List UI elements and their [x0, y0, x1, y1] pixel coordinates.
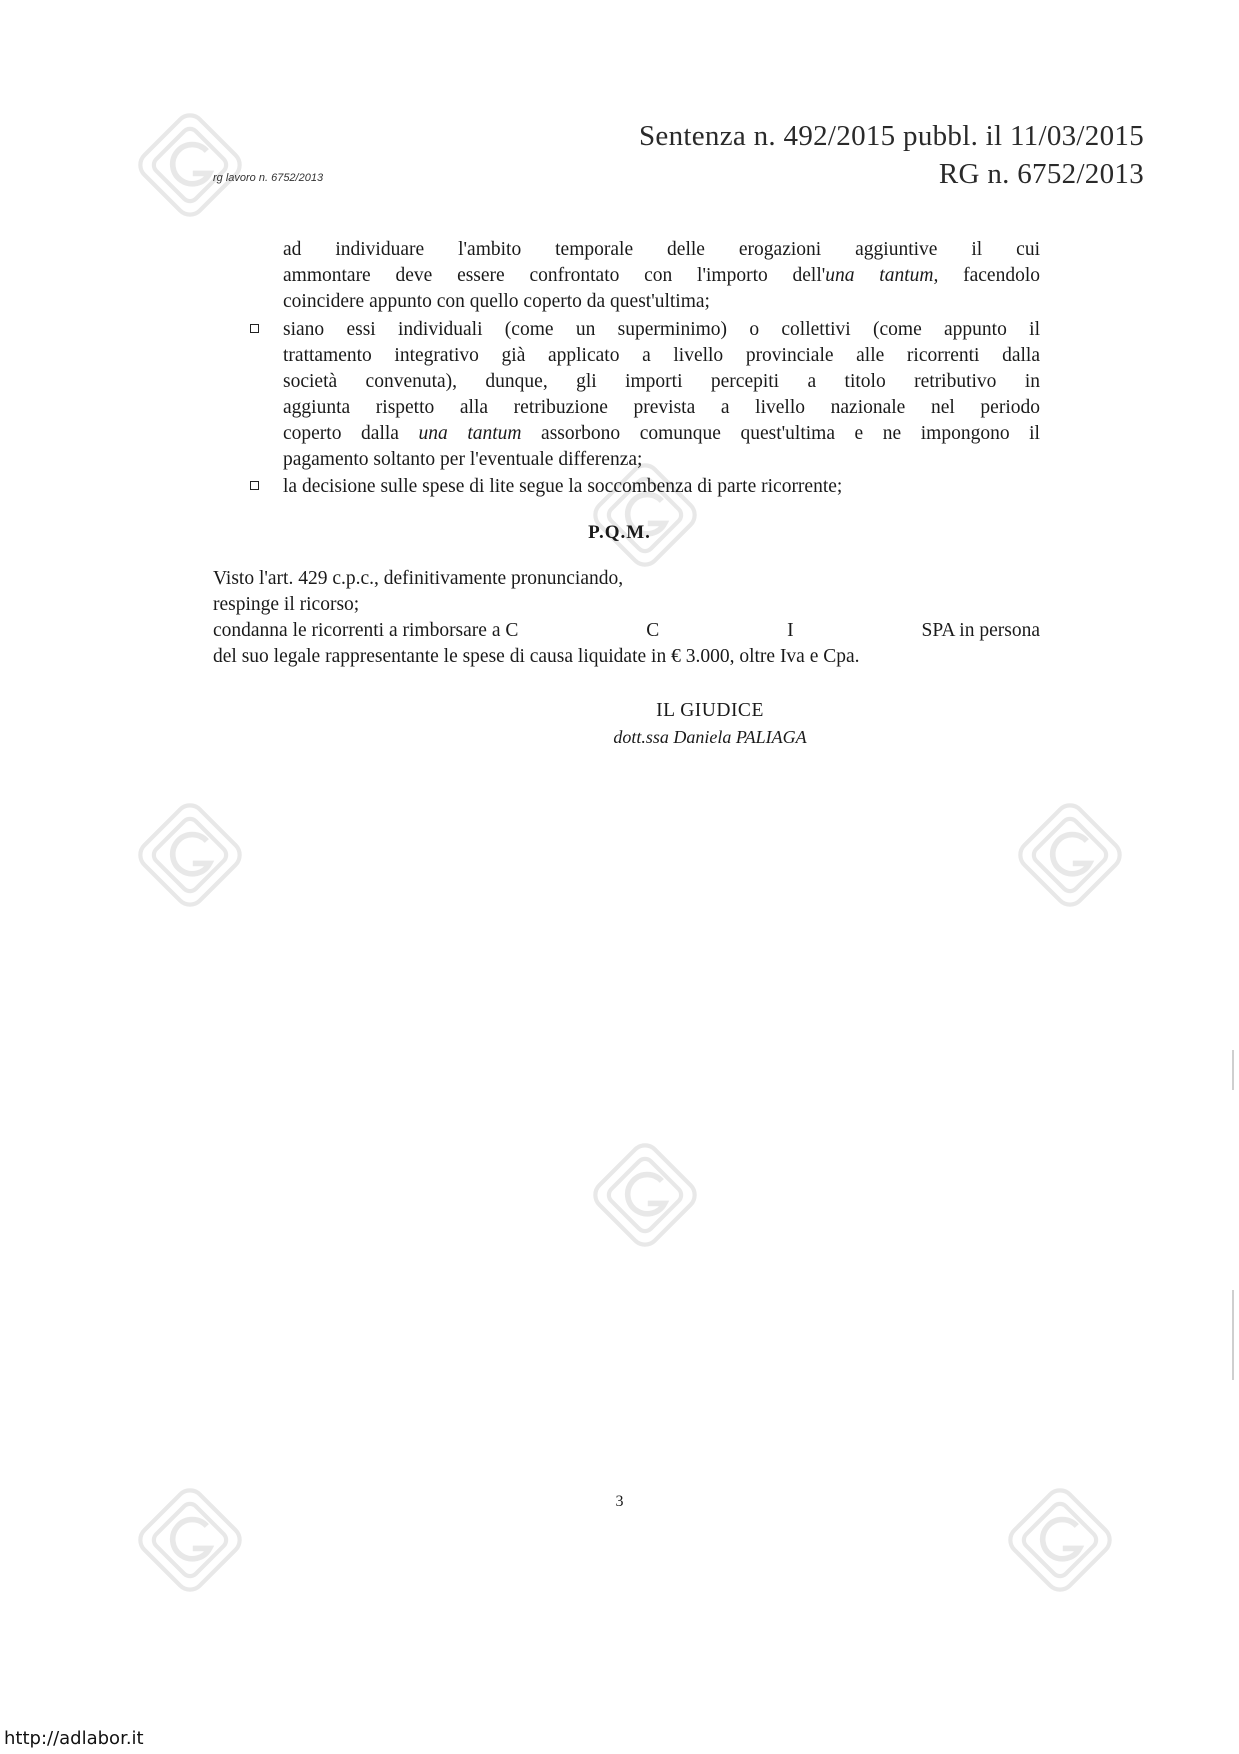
italic-term: una tantum	[418, 423, 522, 444]
text-line: del suo legale rappresentante le spese di causa liquidate in € 3.000, oltre Iva e Cpa.	[213, 646, 860, 667]
dispositivo-block	[213, 566, 1040, 670]
text-fragment: assorbono comunque quest'ultima e ne impongono il	[521, 423, 1040, 444]
text-line	[283, 263, 1040, 289]
bullet-paragraph	[283, 474, 1040, 500]
redacted-initial: C	[646, 620, 660, 641]
signature-block	[560, 697, 860, 751]
text-line: aggiunta rispetto alla retribuzione prevista a livello nazionale nel periodo	[283, 397, 1040, 418]
watermark-logo-icon	[575, 1125, 715, 1265]
watermark-logo-icon	[990, 1470, 1130, 1610]
rg-stamp: RG n. 6752/2013	[938, 158, 1144, 190]
judge-name: dott.ssa Daniela PALIAGA	[613, 727, 807, 747]
text-line: ad individuare l'ambito temporale delle erogazioni aggiuntive il cui	[283, 239, 1040, 260]
text-fragment: coperto dalla	[283, 423, 419, 444]
running-header: rg lavoro n. 6752/2013	[213, 172, 324, 184]
text-line: la decisione sulle spese di lite segue la soccombenza di parte ricorrente;	[283, 476, 843, 497]
bullet-paragraph	[283, 317, 1040, 473]
text-fragment: ammontare deve essere confrontato con l'importo dell'	[283, 265, 826, 286]
watermark-logo-icon	[120, 1470, 260, 1610]
section-heading-pqm: P.Q.M.	[588, 522, 651, 543]
text-line: respinge il ricorso;	[213, 594, 360, 615]
text-line: siano essi individuali (come un superminimo) o collettivi (come appunto il	[283, 319, 1040, 340]
sentenza-stamp: Sentenza n. 492/2015 pubbl. il 11/03/2015	[639, 120, 1144, 152]
square-bullet-icon	[250, 481, 259, 490]
text-line	[213, 618, 1040, 644]
italic-term: una tantum,	[825, 265, 939, 286]
redacted-initial: I	[787, 620, 794, 641]
square-bullet-icon	[250, 324, 259, 333]
continuation-paragraph	[283, 237, 1040, 315]
watermark-logo-icon	[1000, 785, 1140, 925]
watermark-logo-icon	[120, 785, 260, 925]
judge-title: IL GIUDICE	[656, 700, 764, 721]
text-line: pagamento soltanto per l'eventuale differenza;	[283, 449, 643, 470]
footer-link[interactable]: http://adlabor.it	[4, 1728, 144, 1749]
text-line: Visto l'art. 429 c.p.c., definitivamente pronunciando,	[213, 568, 624, 589]
text-line: società convenuta), dunque, gli importi percepiti a titolo retributivo in	[283, 371, 1040, 392]
scan-edge-mark	[1232, 1290, 1234, 1380]
text-line: coincidere appunto con quello coperto da quest'ultima;	[283, 291, 710, 312]
text-line: trattamento integrativo già applicato a livello provinciale alle ricorrenti dalla	[283, 345, 1040, 366]
text-fragment: facendolo	[938, 265, 1040, 286]
text-fragment: SPA in persona	[921, 620, 1040, 641]
text-line	[283, 421, 1040, 447]
text-fragment: condanna le ricorrenti a rimborsare a C	[213, 620, 519, 641]
watermark-logo-icon	[120, 95, 260, 235]
scan-edge-mark	[1232, 1050, 1234, 1090]
page-number: 3	[615, 1493, 624, 1510]
